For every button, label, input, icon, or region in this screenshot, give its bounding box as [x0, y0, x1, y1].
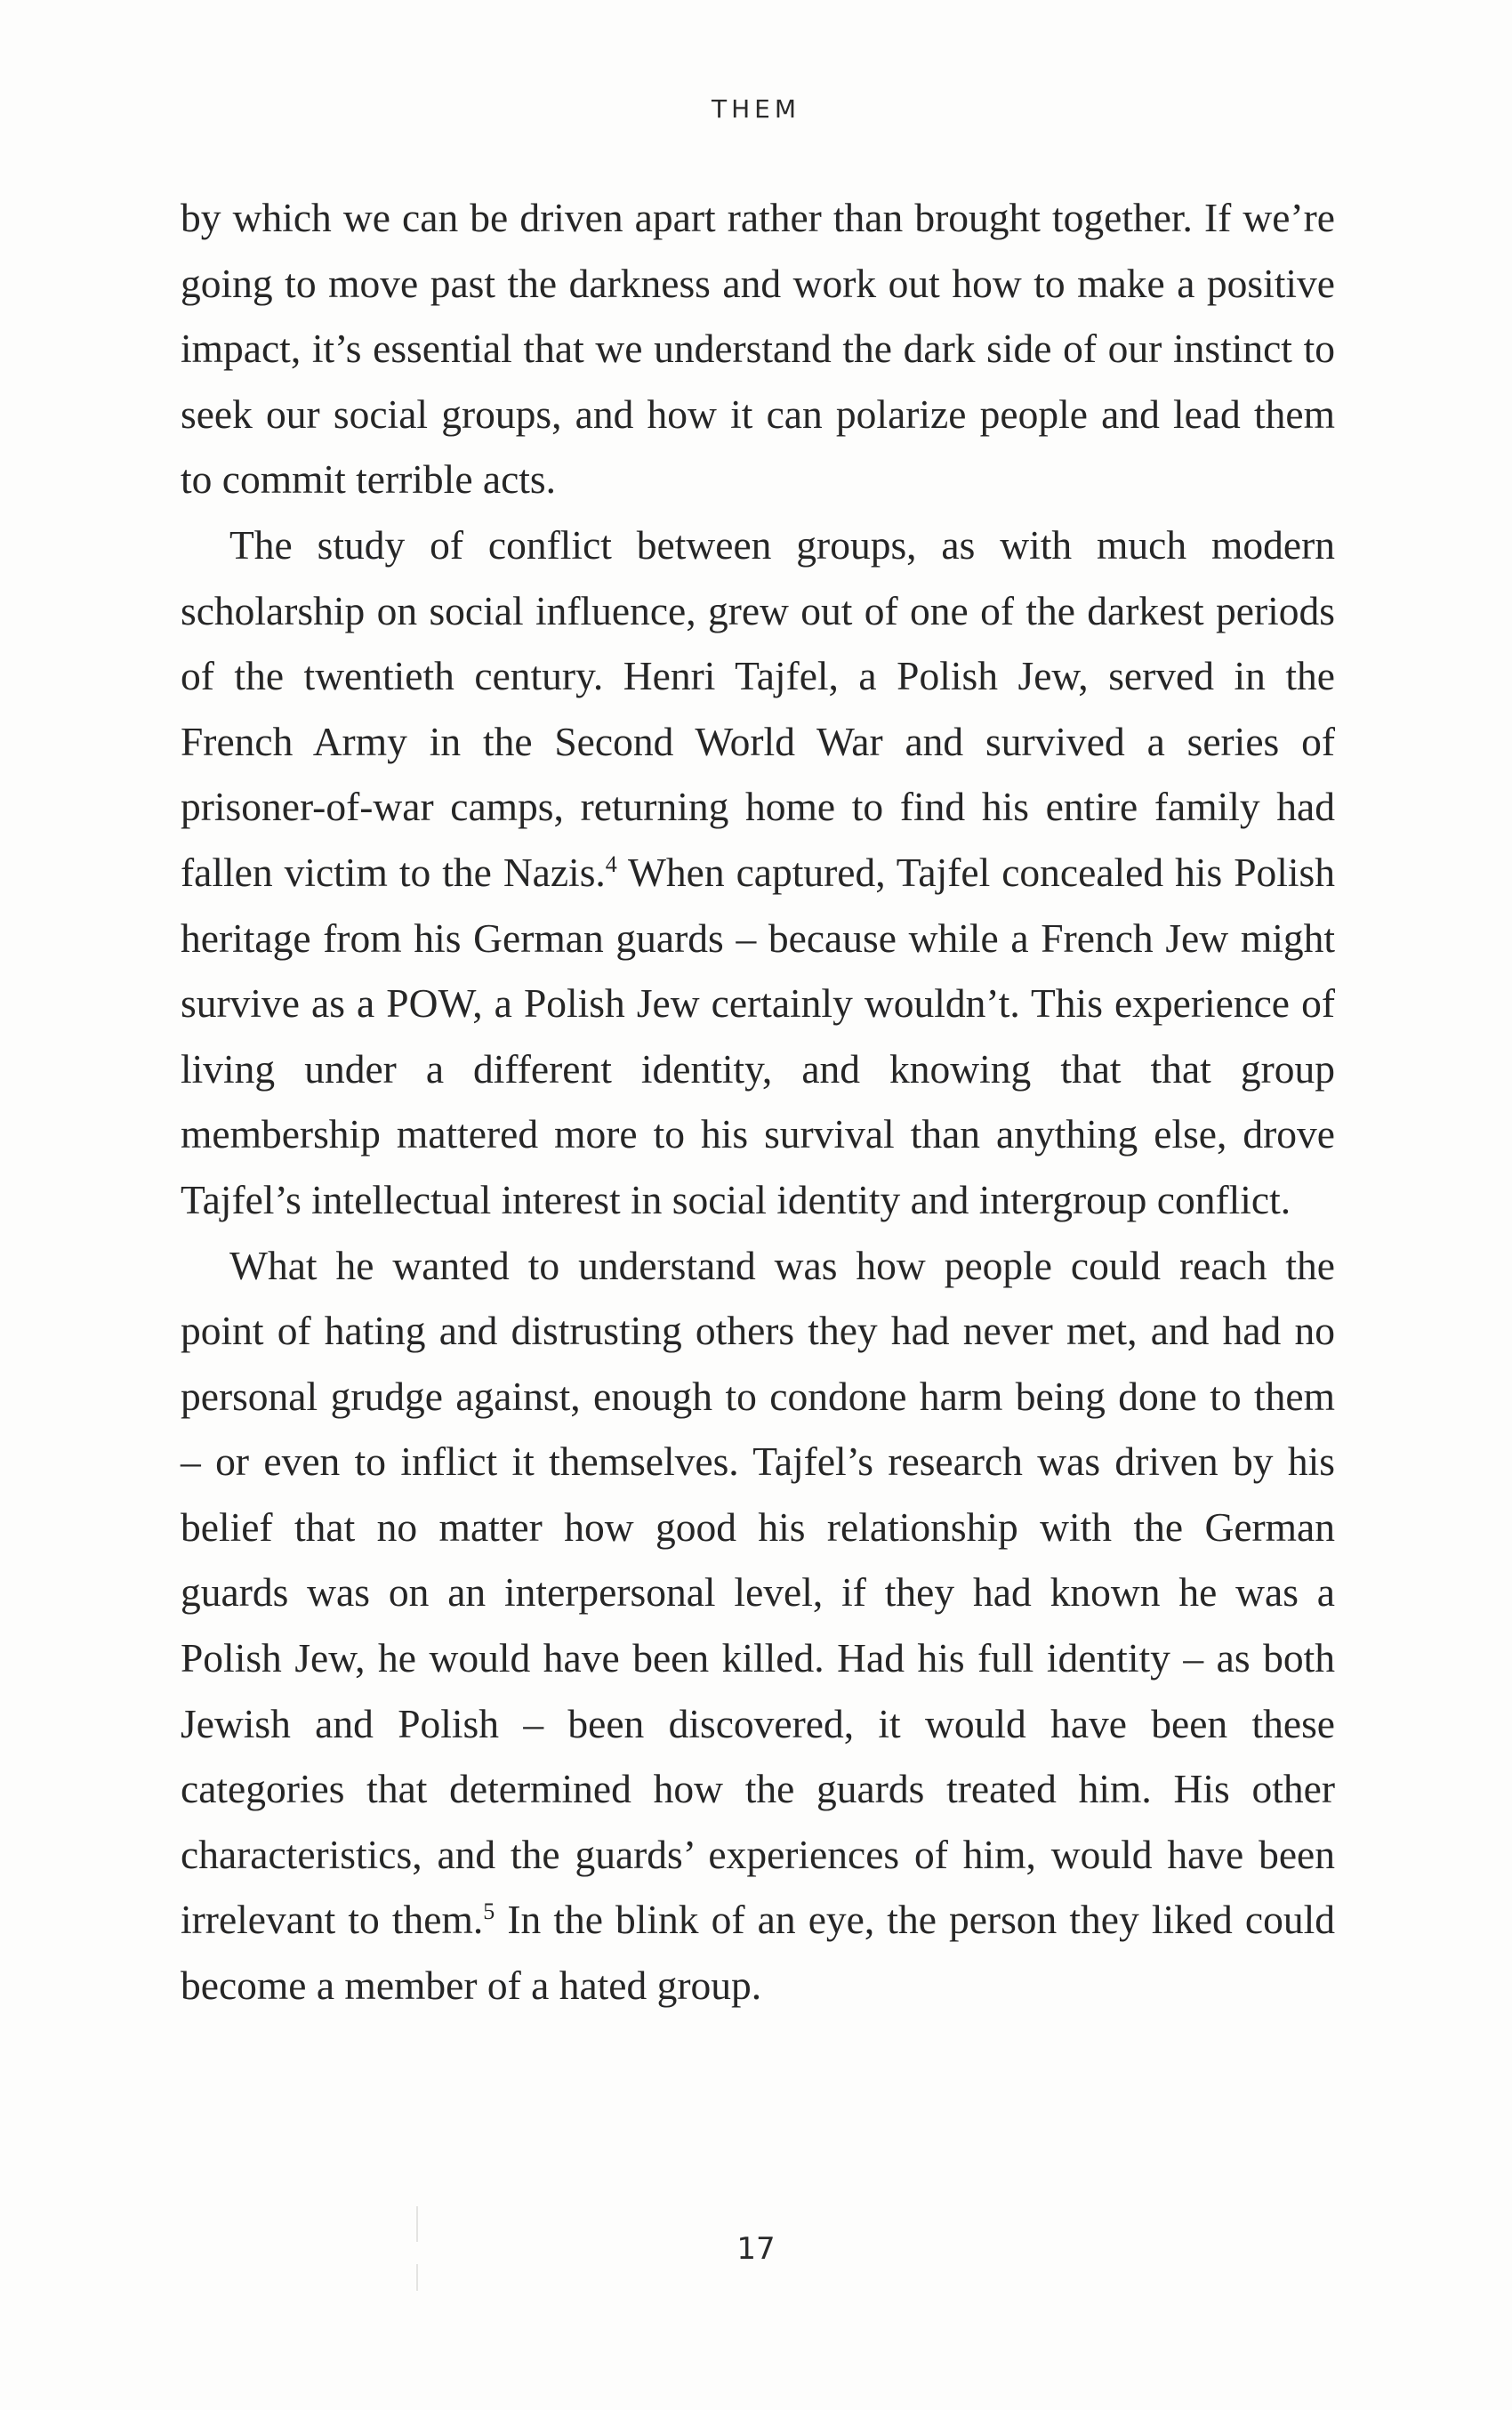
page-crease-mark: [416, 2264, 418, 2291]
text-run: What he wanted to understand was how people could reach the point of hating and distrusting others they had never met, and had no personal grudge against, enough to condone harm being done to them – or even to inflict it themselves. Tajfel’s research was driven by his belief that no matter how good his relationship with the German guards was on an interpersonal level, if they had known he was a Polish Jew, he would have been killed. Had his full identity – as both Jewish and Polish – been discovered, it would have been these categories that determined how the guards treated him. His other characteristics, and the guards’ experiences of him, would have been irrelevant to them.: [181, 1242, 1335, 1943]
running-head: THEM: [711, 94, 800, 124]
text-run: In the blink of an eye, the person they liked could become a member of a hated group.: [181, 1897, 1335, 2009]
footnote-reference: 4: [605, 850, 617, 877]
paragraph: [181, 1233, 1335, 2019]
footnote-reference: 5: [483, 1898, 495, 1925]
page-number: 17: [736, 2231, 776, 2267]
paragraph: by which we can be driven apart rather than brought together. If we’re going to move past the darkness and work out how to make a positive impact, it’s essential that we understand the dark side of our instinct to seek our social groups, and how it can polarize people and lead them to commit terrible acts.: [181, 195, 1335, 503]
text-run: The study of conflict between groups, as with much modern scholarship on social influence, grew out of one of the darkest periods of the twentieth century. Henri Tajfel, a Polish Jew, served in the French Army in the Second World War and survived a series of prisoner-of-war camps, returning home to find his entire family had fallen victim to the Nazis.: [181, 521, 1335, 895]
body-text: [181, 185, 1335, 2019]
paragraph: [181, 512, 1335, 1233]
text-run: When captured, Tajfel concealed his Polish heritage from his German guards – because while a French Jew might survive as a POW, a Polish Jew certainly wouldn’t. This experience of living under a different identity, and knowing that that group membership mattered more to his survival than anything else, drove Tajfel’s intellectual interest in social identity and intergroup conflict.: [181, 849, 1335, 1222]
